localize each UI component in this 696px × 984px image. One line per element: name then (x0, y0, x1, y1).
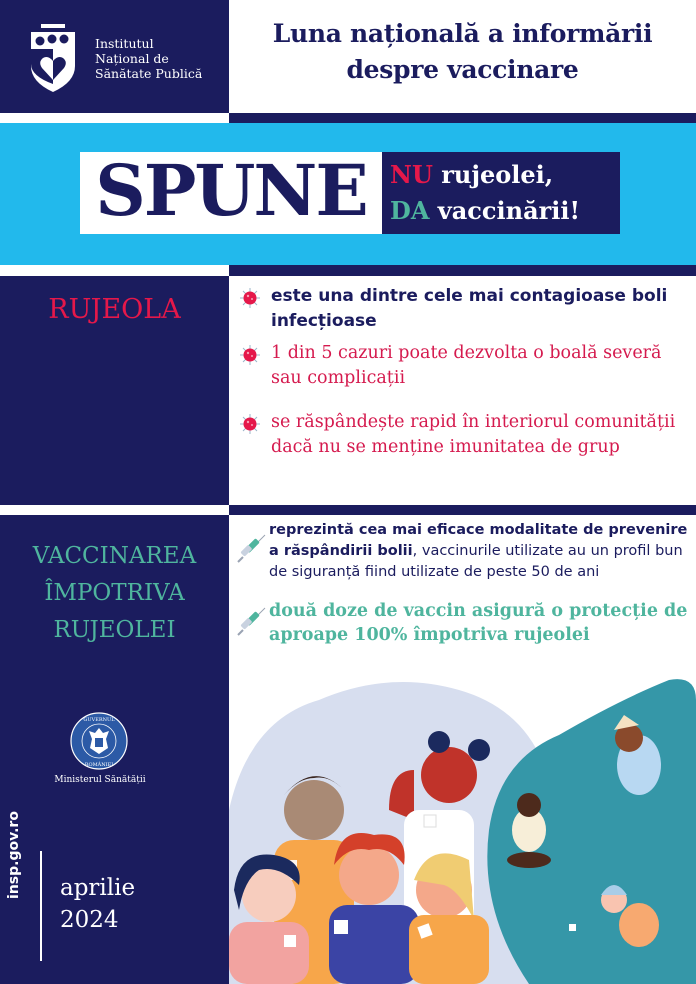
syringe-icon (236, 607, 266, 637)
vaccination-heading-line2: ÎMPOTRIVA (44, 580, 185, 606)
rujeola-fact-item (240, 410, 685, 460)
footer-divider (40, 851, 42, 961)
syringe-icon (236, 534, 266, 564)
slogan-main-text: SPUNE (95, 149, 367, 232)
campaign-year: 2024 (60, 907, 119, 933)
slogan-line-nu (390, 160, 553, 190)
institute-name-line1: Institutul (95, 36, 154, 51)
page-title (229, 16, 696, 88)
vaccination-fact-item (236, 520, 691, 583)
page-title-line1: Luna națională a informării (272, 19, 653, 48)
government-seal-icon (70, 712, 128, 770)
rujeola-fact-text: se răspândește rapid în interiorul comunității dacă nu se menține imunitatea de grup (271, 412, 676, 457)
rujeola-heading: RUJEOLA (48, 294, 181, 325)
rujeola-fact-item (240, 284, 685, 334)
virus-icon (240, 414, 260, 434)
vaccination-fact-item (236, 599, 691, 647)
divider-bar (229, 113, 696, 123)
ministry-name: Ministerul Sănătății (54, 775, 146, 785)
vaccination-fact-bold: reprezintă cea mai eficace modalitate de prevenire a răspândirii bolii (269, 522, 688, 559)
slogan-nu-word: NU (390, 160, 433, 189)
slogan-da-word: DA (390, 196, 430, 225)
campaign-date (60, 872, 135, 936)
slogan-line1-text: rujeolei, (432, 160, 554, 189)
institute-name (95, 36, 202, 81)
virus-icon (240, 288, 260, 308)
rujeola-fact-text: 1 din 5 cazuri poate dezvolta o boală severă sau complicații (271, 343, 662, 388)
vaccination-heading (0, 538, 229, 649)
institute-name-line2: Național de (95, 51, 169, 66)
slogan-line2-text: vaccinării! (429, 196, 581, 225)
rujeola-fact-item (240, 341, 685, 391)
vaccination-fact-text (269, 520, 691, 583)
institute-name-line3: Sănătate Publică (95, 66, 203, 81)
vaccination-fact-rest: , vaccinurile utilizate au un profil bun de siguranță fiind utilizate de peste 50 de ani (269, 543, 683, 580)
page-title-line2: despre vaccinare (346, 55, 579, 84)
divider-bar (229, 505, 696, 515)
website-link[interactable]: insp.gov.ro (6, 811, 22, 899)
vaccinated-children-illustration (229, 660, 696, 984)
divider-bar (229, 265, 696, 276)
rujeola-fact-text: este una dintre cele mai contagioase boli infecțioase (271, 286, 668, 331)
campaign-month: aprilie (60, 875, 136, 901)
vaccination-heading-line1: VACCINAREA (32, 543, 197, 569)
vaccination-heading-line3: RUJEOLEI (53, 617, 176, 643)
virus-icon (240, 345, 260, 365)
slogan-line-da (390, 196, 580, 226)
svg-text:GUVERNUL: GUVERNUL (83, 717, 115, 723)
vaccination-fact-text: două doze de vaccin asigură o protecție de aproape 100% împotriva rujeolei (269, 601, 688, 645)
insp-shield-logo-icon (28, 24, 78, 94)
svg-text:ROMÂNIEI: ROMÂNIEI (84, 762, 114, 768)
